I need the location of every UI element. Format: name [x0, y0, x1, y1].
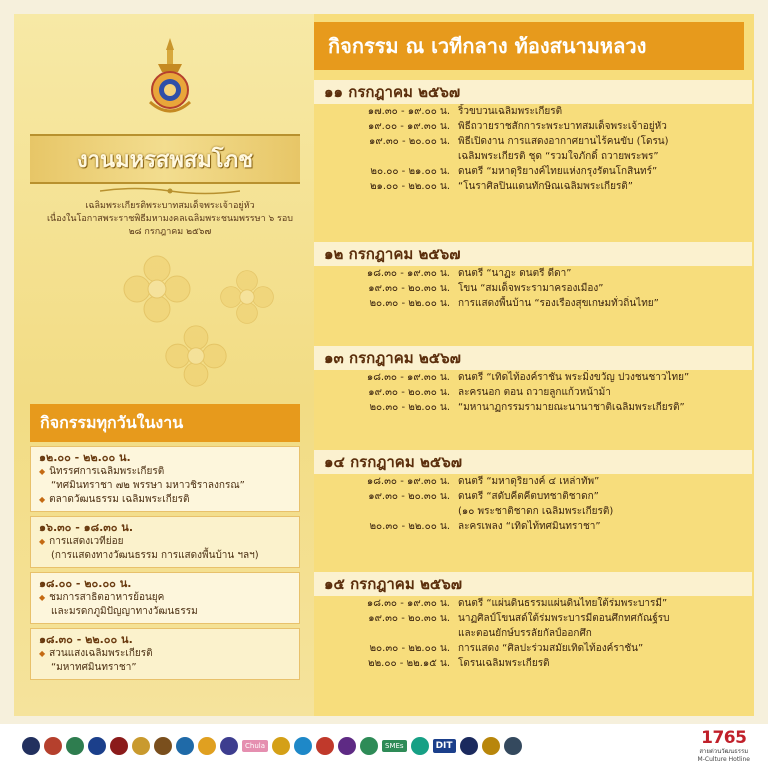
- emblem-logo-icon: [294, 737, 312, 755]
- wing-logo-icon: [88, 737, 106, 755]
- day-block-14: [314, 450, 754, 534]
- day-date: ๑๔ กรกฎาคม ๒๕๖๗: [314, 450, 752, 474]
- day-block-15: [314, 572, 754, 671]
- schedule-row: ๒๐.๓๐ - ๒๒.๐๐ น. “มหานาฏกรรมรามายณะนานาชาติเฉลิมพระเกียรติ”: [369, 402, 685, 413]
- diamond-bullet-icon: ◆: [39, 593, 46, 602]
- activity-line: ◆ การแสดงเวทีย่อย: [39, 536, 124, 547]
- schedule-row: ๑๗.๓๐ - ๑๙.๐๐ น. ริ้วขบวนเฉลิมพระเกียรติ: [367, 106, 563, 117]
- schedule-heading: กิจกรรม ณ เวทีกลาง ท้องสนามหลวง: [314, 22, 744, 70]
- emblem-logo-icon: [66, 737, 84, 755]
- day-date: ๑๑ กรกฎาคม ๒๕๖๗: [314, 80, 752, 104]
- schedule-row: ๒๐.๓๐ - ๒๒.๐๐ น. การแสดง “ศิลปะร่วมสมัยเทิดไท้องค์ราชัน”: [369, 643, 644, 654]
- activity-time: ๑๘.๓๐ - ๒๒.๐๐ น.: [39, 633, 133, 646]
- activity-time: ๑๒.๐๐ - ๒๒.๐๐ น.: [39, 451, 131, 464]
- emblem-logo-icon: [198, 737, 216, 755]
- schedule-row: ๑๙.๓๐ - ๒๐.๓๐ น. นาฏศิลป์โขนสด์ใต้ร่มพระบารมีตอนศึกทศกัณฐ์รบ: [368, 613, 670, 624]
- emblem-logo-icon: [338, 737, 356, 755]
- activity-line: “ทศมินทราชา ๗๒ พรรษา มหาวชิราลงกรณ”: [51, 480, 245, 491]
- activity-line: (การแสดงทางวัฒนธรรม การแสดงพื้นบ้าน ฯลฯ): [51, 550, 259, 561]
- schedule-row: ๑๘.๓๐ - ๑๙.๓๐ น. ดนตรี “มหาดุริยางค์ ๔ เหล่าทัพ”: [366, 476, 600, 487]
- list-item: [30, 446, 300, 512]
- day-date: ๑๓ กรกฎาคม ๒๕๖๗: [314, 346, 752, 370]
- hotline-label-th: สายด่วนวัฒนธรรม: [699, 748, 749, 755]
- diamond-bullet-icon: ◆: [39, 649, 46, 658]
- smes-logo-icon: SMEs: [382, 740, 407, 752]
- emblem-logo-icon: [176, 737, 194, 755]
- diamond-bullet-icon: ◆: [39, 495, 46, 504]
- schedule-row: ๑๙.๓๐ - ๒๐.๓๐ น. ละครนอก ตอน ถวายลูกแก้วหน้าม้า: [368, 387, 611, 398]
- schedule-row: และตอนยักษ์บรรลัยกัลป์ออกศึก: [458, 628, 592, 639]
- emblem-logo-icon: [44, 737, 62, 755]
- hotline-label-en: M-Culture Hotline: [697, 756, 750, 763]
- emblem-logo-icon: [360, 737, 378, 755]
- day-block-13: [314, 346, 754, 415]
- activity-line: ◆ นิทรรศการเฉลิมพระเกียรติ: [39, 466, 165, 477]
- schedule-row: ๒๐.๓๐ - ๒๒.๐๐ น. การแสดงพื้นบ้าน “รองเรืองสุขเกษมทั่วถิ่นไทย”: [369, 298, 659, 309]
- dit-logo-icon: DIT: [433, 739, 456, 753]
- royal-emblem-icon: [140, 36, 200, 122]
- flower-icon: [219, 269, 275, 325]
- everyday-activities-heading: กิจกรรมทุกวันในงาน: [30, 404, 300, 442]
- list-item: [30, 516, 300, 568]
- subtitle-line: เฉลิมพระเกียรติพระบาทสมเด็จพระเจ้าอยู่หัว: [85, 201, 255, 211]
- diamond-bullet-icon: ◆: [39, 537, 46, 546]
- schedule-row: ๑๙.๓๐ - ๒๐.๐๐ น. พิธีเปิดงาน การแสดงอากาศยานไร้คนขับ (โดรน): [368, 136, 669, 147]
- emblem-logo-icon: [272, 737, 290, 755]
- schedule-row: ๒๐.๓๐ - ๒๒.๐๐ น. ละครเพลง “เทิดไท้ทศมินทราชา”: [369, 521, 601, 532]
- day-block-12: [314, 242, 754, 311]
- crest-logo-icon: [132, 737, 150, 755]
- activity-line: ◆ ชมการสาธิตอาหารย้อนยุค: [39, 592, 165, 603]
- day-date: ๑๒ กรกฎาคม ๒๕๖๗: [314, 242, 752, 266]
- schedule-row: ๑๘.๓๐ - ๑๙.๓๐ น. ดนตรี “นาฏะ ดนตรี ดีดา”: [366, 268, 572, 279]
- schedule-row: ๒๒.๐๐ - ๒๒.๑๕ น. โดรนเฉลิมพระเกียรติ: [367, 658, 550, 669]
- sponsor-logo-bar: [0, 724, 768, 768]
- event-subtitle: [30, 200, 310, 239]
- emblem-logo-icon: [411, 737, 429, 755]
- event-title-band: [30, 134, 300, 184]
- flower-icon: [122, 254, 192, 324]
- day-block-11: [314, 80, 754, 194]
- schedule-row: (๑๐ พระชาติชาดก เฉลิมพระเกียรติ): [458, 506, 614, 517]
- schedule-row: เฉลิมพระเกียรติ ชุด “รวมใจภักดิ์ ถวายพระพร”: [458, 151, 659, 162]
- schedule-row: ๑๙.๐๐ - ๑๙.๓๐ น. พิธีถวายราชสักการะพระบาทสมเด็จพระเจ้าอยู่หัว: [367, 121, 667, 132]
- schedule-row: ๑๙.๓๐ - ๒๐.๓๐ น. โขน “สมเด็จพระรามาครองเมือง”: [368, 283, 604, 294]
- activity-time: ๑๘.๐๐ - ๒๐.๐๐ น.: [39, 577, 132, 590]
- schedule-row: ๑๙.๓๐ - ๒๐.๓๐ น. ดนตรี “สดับคีตคีตบทชาติชาดก”: [368, 491, 599, 502]
- crest-logo-icon: [154, 737, 172, 755]
- activity-line: ◆ ตลาดวัฒนธรรม เฉลิมพระเกียรติ: [39, 494, 190, 505]
- hotline-number: 1765: [701, 728, 747, 748]
- event-title: งานมหรสพสมโภช: [76, 146, 254, 173]
- activity-time: ๑๖.๓๐ - ๑๘.๓๐ น.: [39, 521, 134, 534]
- emblem-logo-icon: [460, 737, 478, 755]
- day-date: ๑๕ กรกฎาคม ๒๕๖๗: [314, 572, 752, 596]
- emblem-logo-icon: [504, 737, 522, 755]
- subtitle-line: เนื่องในโอกาสพระราชพิธีมหามงคลเฉลิมพระชนมพรรษา ๖ รอบ: [46, 214, 294, 224]
- activity-line: และมรดกภูมิปัญญาทางวัฒนธรรม: [51, 606, 198, 617]
- list-item: [30, 628, 300, 680]
- subtitle-line: ๒๘ กรกฎาคม ๒๕๖๗: [128, 227, 212, 237]
- wing-logo-icon: [110, 737, 128, 755]
- schedule-row: ๒๐.๐๐ - ๒๑.๐๐ น. ดนตรี “มหาดุริยางค์ไทยแห่งกรุงรัตนโกสินทร์”: [370, 166, 658, 177]
- flower-icon: [164, 324, 228, 388]
- activity-line: ◆ สวนแสงเฉลิมพระเกียรติ: [39, 648, 153, 659]
- schedule-row: ๑๘.๓๐ - ๑๙.๓๐ น. ดนตรี “เทิดไท้องค์ราชัน พระมิ่งขวัญ ปวงชนชาวไทย”: [366, 372, 690, 383]
- emblem-logo-icon: [482, 737, 500, 755]
- everyday-activities-list: [30, 446, 300, 684]
- list-item: [30, 572, 300, 624]
- activity-line: “มหาทศมินทราชา”: [51, 662, 137, 673]
- emblem-logo-icon: [316, 737, 334, 755]
- schedule-panel: [314, 14, 754, 716]
- emblem-logo-icon: [220, 737, 238, 755]
- left-panel: [14, 14, 314, 716]
- schedule-row: ๑๘.๓๐ - ๑๙.๓๐ น. ดนตรี “แผ่นดินธรรมแผ่นดินไทยใต้ร่มพระบารมี”: [366, 598, 668, 609]
- schedule-row: ๒๑.๐๐ - ๒๒.๐๐ น. “โนราศิลปินแดนทักษิณเฉลิมพระเกียรติ”: [369, 181, 633, 192]
- diamond-bullet-icon: ◆: [39, 467, 46, 476]
- emblem-logo-icon: [22, 737, 40, 755]
- culture-hotline-logo: [698, 728, 750, 764]
- chula-logo-icon: Chula: [242, 740, 268, 752]
- divider-ornament-icon: [100, 186, 240, 196]
